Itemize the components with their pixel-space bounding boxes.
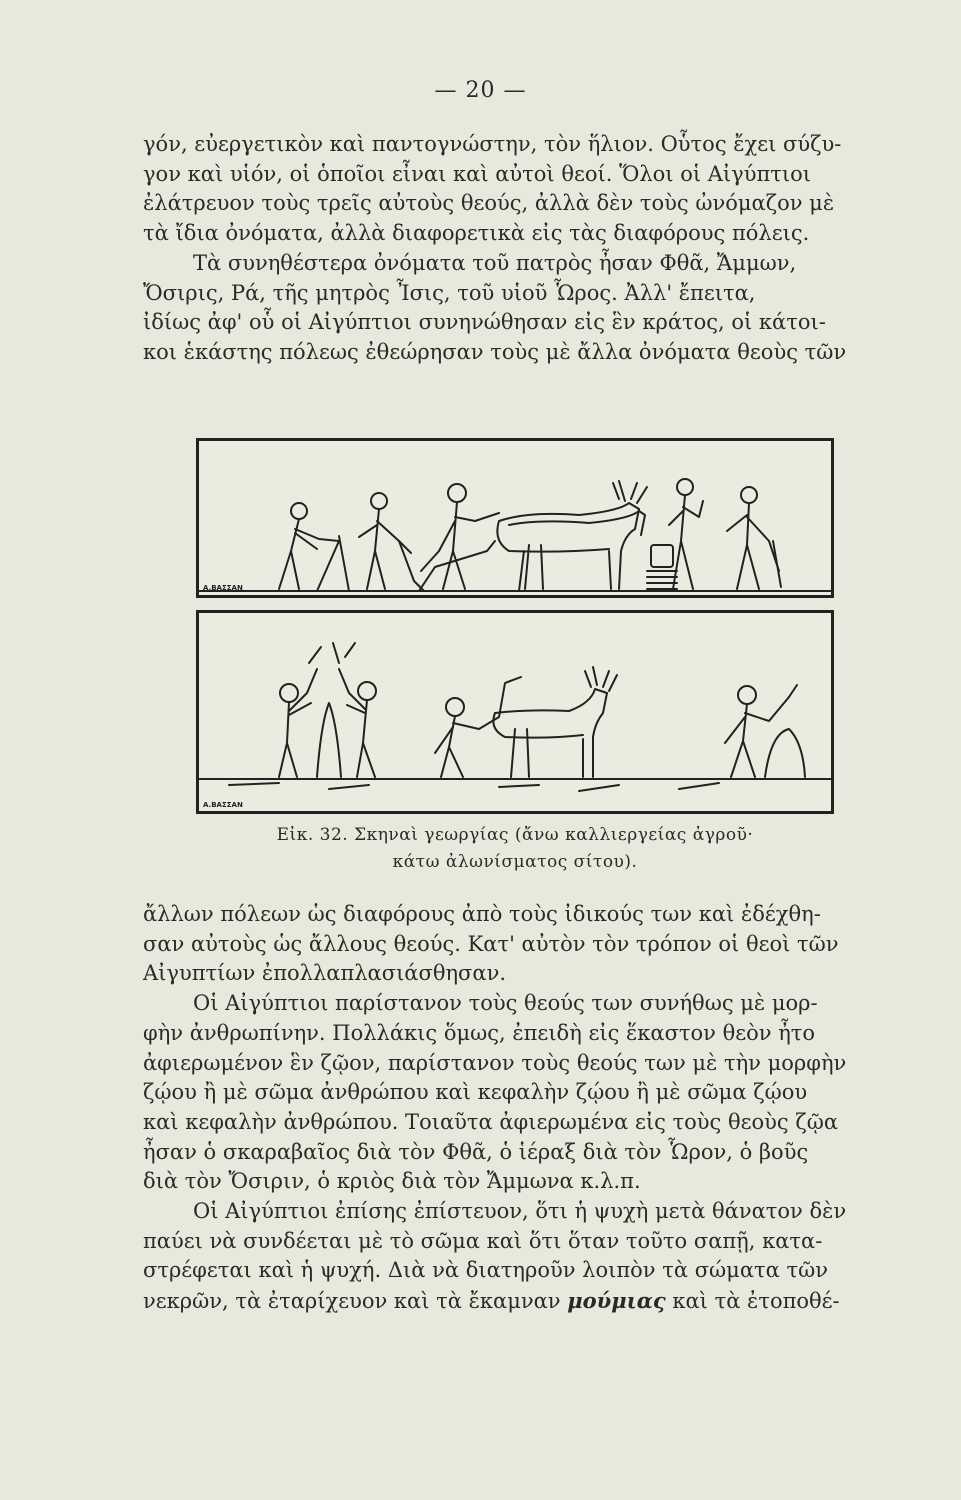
threshing-scene-illustration [199, 613, 831, 811]
text-line [143, 1289, 840, 1313]
text-line: στρέφεται καὶ ἡ ψυχή. Διὰ νὰ διατηροῦν λοιπὸν τὰ σώματα τῶν [143, 1258, 828, 1283]
text-line: ἐλάτρευον τοὺς τρεῖς αὐτοὺς θεούς, ἀλλὰ δὲν τοὺς ὠνόμαζον μὲ [143, 191, 835, 216]
top-text-block [143, 130, 905, 368]
caption-line: Εἰκ. 32. Σκηναὶ γεωργίας (ἄνω καλλιεργείας ἀγροῦ· [276, 825, 754, 845]
text-line: γόν, εὐεργετικὸν καὶ παντογνώστην, τὸν ἥλιον. Οὗτος ἔχει σύζυ- [143, 132, 842, 156]
paragraph-animal-gods [143, 989, 905, 1197]
text-line: γον καὶ υἱόν, οἱ ὁποῖοι εἶναι καὶ αὐτοὶ θεοί. Ὅλοι οἱ Αἰγύπτιοι [143, 161, 811, 186]
text-line: Ὄσιρις, Ρά, τῆς μητρὸς Ἶσις, τοῦ υἱοῦ Ὧρος. Ἀλλ' ἔπειτα, [143, 280, 756, 305]
bold-word-mummies: μούμιας [567, 1288, 666, 1314]
artist-signature-top: A.ΒΑΣΣΑΝ [203, 584, 243, 592]
figure-agriculture-scenes [196, 438, 834, 814]
text-line: Τὰ συνηθέστερα ὀνόματα τοῦ πατρὸς ἦσαν Φθᾶ, Ἄμμων, [193, 250, 797, 275]
text-line: κοι ἑκάστης πόλεως ἐθεώρησαν τοὺς μὲ ἄλλα ὀνόματα θεοὺς τῶν [143, 339, 847, 364]
text-line: ζῴου ἢ μὲ σῶμα ἀνθρώπου καὶ κεφαλὴν ζῴου ἢ μὲ σῶμα ζῴου [143, 1080, 808, 1105]
text-line: ἄλλων πόλεων ὡς διαφόρους ἀπὸ τοὺς ἰδικούς των καὶ ἐδέχθη- [143, 902, 821, 926]
text-line: διὰ τὸν Ὄσιριν, ὁ κριὸς διὰ τὸν Ἄμμωνα κ.λ.π. [143, 1169, 641, 1194]
text-line: ἀφιερωμένον ἓν ζῷον, παρίστανον τοὺς θεούς των μὲ τὴν μορφὴν [143, 1050, 847, 1075]
paragraph-soul-and-mummies [143, 1197, 905, 1317]
figure-panel-threshing [196, 610, 834, 814]
text-line: παύει νὰ συνδέεται μὲ τὸ σῶμα καὶ ὅτι ὅταν τοῦτο σαπῇ, κατα- [143, 1228, 823, 1253]
text-line: καὶ κεφαλὴν ἀνθρώπου. Τοιαῦτα ἀφιερωμένα εἰς τοὺς θεοὺς ζῷα [143, 1109, 839, 1134]
figure-panel-plowing [196, 438, 834, 598]
artist-signature-bottom: A.ΒΑΣΣΑΝ [203, 801, 243, 809]
text-line: Αἰγυπτίων ἐπολλαπλασιάσθησαν. [143, 961, 507, 986]
text-segment: καὶ τὰ ἐτοποθέ- [665, 1289, 840, 1314]
text-line: σαν αὐτοὺς ὡς ἄλλους θεούς. Κατ' αὐτὸν τὸν τρόπον οἱ θεοὶ τῶν [143, 931, 839, 956]
page-number: — 20 — [434, 78, 527, 103]
text-line: Οἱ Αἰγύπτιοι ἐπίσης ἐπίστευον, ὅτι ἡ ψυχὴ μετὰ θάνατον δὲν [193, 1199, 847, 1224]
caption-line: κάτω ἀλωνίσματος σίτου). [392, 852, 638, 872]
text-line: φὴν ἀνθρωπίνην. Πολλάκις ὅμως, ἐπειδὴ εἰς ἕκαστον θεὸν ἦτο [143, 1020, 816, 1045]
paragraph-continuation [143, 130, 905, 249]
plowing-scene-illustration [199, 441, 831, 595]
text-line: ἦσαν ὁ σκαραβαῖος διὰ τὸν Φθᾶ, ὁ ἱέραξ διὰ τὸν Ὧρον, ὁ βοῦς [143, 1139, 809, 1164]
paragraph-names-of-gods [143, 249, 905, 368]
text-line: ἰδίως ἀφ' οὗ οἱ Αἰγύπτιοι συνηνώθησαν εἰς ἓν κράτος, οἱ κάτοι- [143, 310, 826, 335]
text-segment: νεκρῶν, τὰ ἐταρίχευον καὶ τὰ ἔκαμναν [143, 1289, 568, 1314]
text-line: Οἱ Αἰγύπτιοι παρίστανον τοὺς θεούς των συνήθως μὲ μορ- [193, 991, 818, 1016]
paragraph-continuation [143, 900, 905, 989]
figure-caption [196, 822, 834, 876]
text-line: τὰ ἴδια ὀνόματα, ἀλλὰ διαφορετικὰ εἰς τὰς διαφόρους πόλεις. [143, 221, 810, 246]
bottom-text-block [143, 900, 905, 1317]
